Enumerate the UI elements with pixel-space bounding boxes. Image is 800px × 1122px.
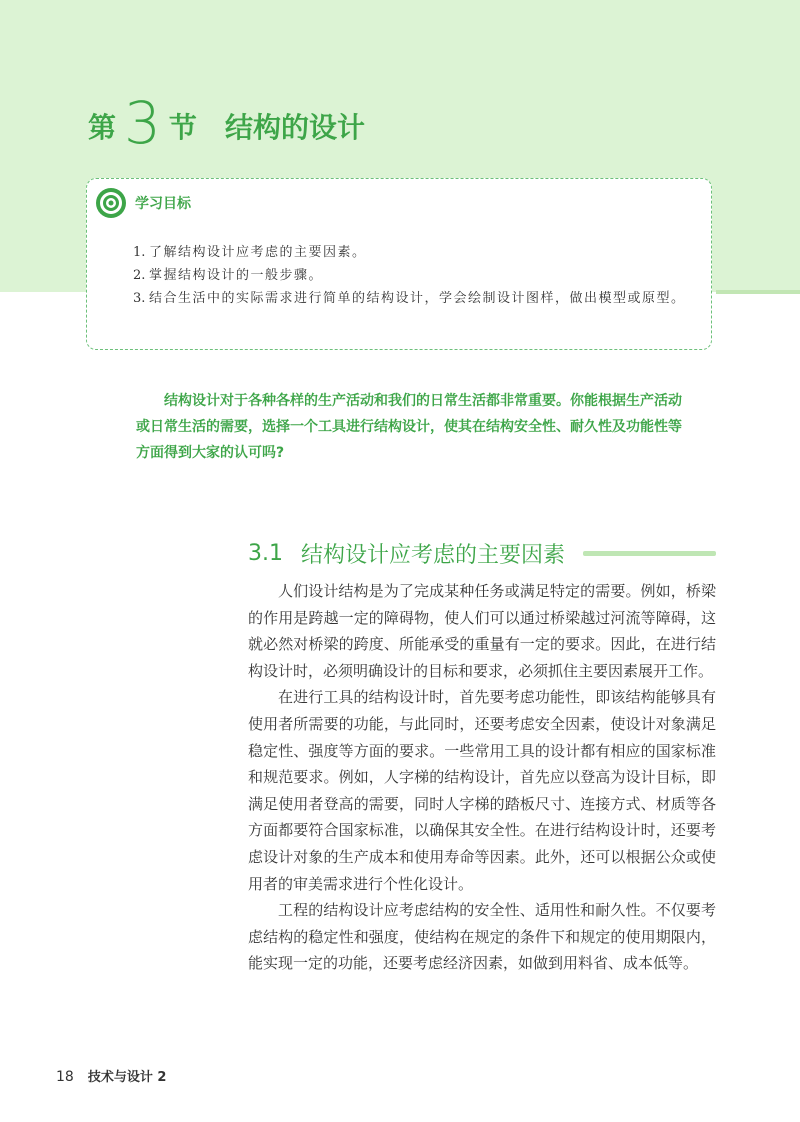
subsection-header bbox=[248, 536, 716, 570]
target-icon bbox=[95, 187, 127, 219]
band-edge-decoration bbox=[716, 290, 800, 294]
objective-number: 2. bbox=[133, 268, 146, 283]
section-title: 结构的设计 bbox=[224, 111, 365, 144]
body-paragraph: 人们设计结构是为了完成某种任务或满足特定的需要。例如，桥梁的作用是跨越一定的障碍物，使人们可以通过桥梁越过河流等障碍，这就必然对桥梁的跨度、所能承受的重量有一定的要求。因此，在进行结构设计时，必须明确设计的目标和要求，必须抓住主要因素展开工作。 bbox=[248, 582, 716, 680]
book-title: 技术与设计 2 bbox=[87, 1070, 167, 1085]
objective-item bbox=[133, 241, 693, 264]
objectives-list bbox=[133, 241, 693, 310]
body-text bbox=[248, 578, 716, 977]
subsection-rule bbox=[583, 551, 716, 556]
objective-item bbox=[133, 264, 693, 287]
section-number: 3 bbox=[124, 89, 161, 157]
objectives-title: 学习目标 bbox=[135, 196, 191, 212]
objective-number: 3. bbox=[133, 291, 146, 306]
intro-question: 结构设计对于各种各样的生产活动和我们的日常生活都非常重要。你能根据生产活动或日常生活的需要，选择一个工具进行结构设计，使其在结构安全性、耐久性及功能性等方面得到大家的认可吗? bbox=[136, 393, 682, 461]
page-number: 18 bbox=[56, 1069, 74, 1085]
learning-objectives-box bbox=[86, 178, 712, 350]
subsection-title: 结构设计应考虑的主要因素 bbox=[301, 542, 566, 568]
objective-text: 结合生活中的实际需求进行简单的结构设计，学会绘制设计图样，做出模型或原型。 bbox=[149, 291, 686, 306]
section-prefix: 第 bbox=[88, 111, 117, 144]
objective-text: 掌握结构设计的一般步骤。 bbox=[149, 268, 324, 283]
section-header bbox=[88, 84, 365, 157]
objective-number: 1. bbox=[133, 245, 146, 260]
body-paragraph: 工程的结构设计应考虑结构的安全性、适用性和耐久性。不仅要考虑结构的稳定性和强度，使结构在规定的条件下和规定的使用期限内，能实现一定的功能，还要考虑经济因素，如做到用料省、成本低等。 bbox=[248, 901, 716, 973]
subsection-number: 3.1 bbox=[248, 540, 283, 566]
page-footer bbox=[56, 1066, 166, 1085]
objective-text: 了解结构设计应考虑的主要因素。 bbox=[149, 245, 367, 260]
objective-item bbox=[133, 287, 693, 310]
body-paragraph: 在进行工具的结构设计时，首先要考虑功能性，即该结构能够具有使用者所需要的功能，与此同时，还要考虑安全因素，使设计对象满足稳定性、强度等方面的要求。一些常用工具的设计都有相应的国家标准和规范要求。例如，人字梯的结构设计，首先应以登高为设计目标，即满足使用者登高的需要，同时人字梯的踏板尺寸、连接方式、材质等各方面都要符合国家标准，以确保其安全性。在进行结构设计时，还要考虑设计对象的生产成本和使用寿命等因素。此外，还可以根据公众或使用者的审美需求进行个性化设计。 bbox=[248, 688, 716, 893]
section-suffix: 节 bbox=[168, 111, 197, 144]
